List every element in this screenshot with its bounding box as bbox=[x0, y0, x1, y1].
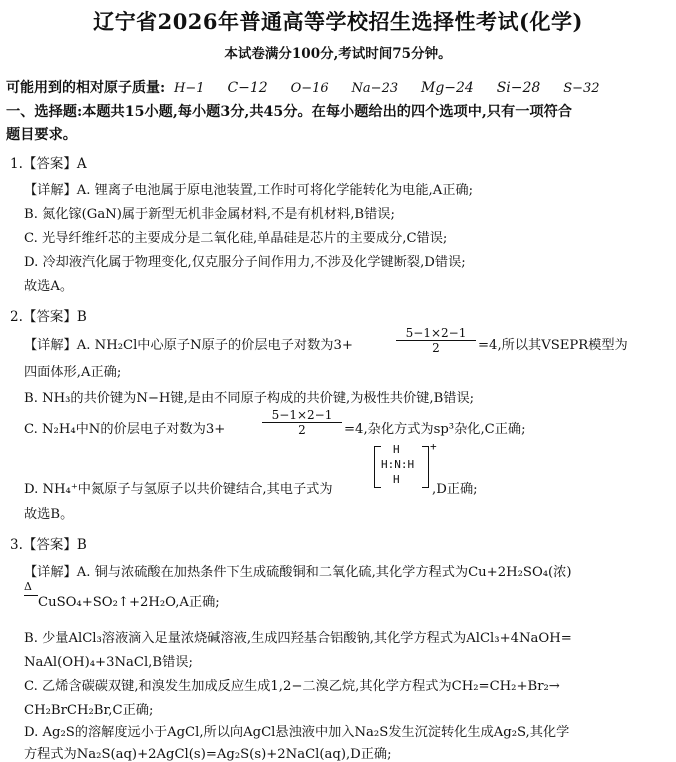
atomic-mass-item: H−1 bbox=[174, 81, 205, 96]
fraction-denominator: 2 bbox=[298, 423, 306, 437]
fraction-numerator: 5−1×2−1 bbox=[396, 326, 476, 341]
bracket-left bbox=[374, 446, 381, 488]
atomic-mass-item: Mg−24 bbox=[420, 80, 474, 96]
atomic-mass-item: S−32 bbox=[563, 81, 600, 96]
atomic-mass-item: O−16 bbox=[290, 81, 329, 96]
q3-explanation-line: CuSO₄+SO₂↑+2H₂O,A正确; bbox=[38, 595, 220, 610]
q3-explanation-line: CH₂BrCH₂Br,C正确; bbox=[24, 703, 154, 718]
q1-explanation-line: D. 冷却液汽化属于物理变化,仅克服分子间作用力,不涉及化学键断裂,D错误; bbox=[24, 255, 466, 270]
q2-explanation-line: 【详解】A. NH₂Cl中心原子N原子的价层电子对数为3+ bbox=[24, 338, 353, 353]
q1-answer: 1.【答案】A bbox=[10, 156, 87, 172]
atomic-mass-item: Na−23 bbox=[351, 81, 399, 96]
fraction-denominator: 2 bbox=[432, 341, 440, 355]
exam-info: 本试卷满分100分,考试时间75分钟。 bbox=[224, 46, 452, 62]
electron-dot-h-top: H bbox=[393, 443, 400, 456]
q2-explanation-line: 四面体形,A正确; bbox=[24, 365, 122, 380]
q2-explanation-line: ,D正确; bbox=[432, 482, 478, 497]
atomic-mass-label: 可能用到的相对原子质量: bbox=[6, 80, 166, 96]
atomic-mass-item: Si−28 bbox=[496, 80, 541, 96]
ion-charge: + bbox=[430, 440, 437, 453]
electron-dot-middle: H:N:H bbox=[381, 458, 415, 471]
delta-symbol: Δ bbox=[24, 580, 32, 593]
q3-answer: 3.【答案】B bbox=[10, 537, 87, 553]
section-heading-cont: 题目要求。 bbox=[6, 127, 77, 143]
electron-dot-h-bottom: H bbox=[393, 473, 400, 486]
q1-explanation-line: B. 氮化镓(GaN)属于新型无机非金属材料,不是有机材料,B错误; bbox=[24, 207, 395, 222]
q3-explanation-line: NaAl(OH)₄+3NaCl,B错误; bbox=[24, 655, 193, 670]
q3-explanation-line: C. 乙烯含碳碳双键,和溴发生加成反应生成1,2−二溴乙烷,其化学方程式为CH₂=CH₂+Br₂→ bbox=[24, 679, 560, 694]
q2-explanation-line: B. NH₃的共价键为N−H键,是由不同原子构成的共价键,为极性共价键,B错误; bbox=[24, 391, 475, 406]
q2-explanation-line: C. N₂H₄中N的价层电子对数为3+ bbox=[24, 422, 226, 437]
q2-fraction bbox=[396, 326, 476, 355]
q3-explanation-line: D. Ag₂S的溶解度远小于AgCl,所以向AgCl悬浊液中加入Na₂S发生沉淀转化生成Ag₂S,其化学 bbox=[24, 725, 570, 740]
atomic-mass-row bbox=[6, 77, 600, 97]
q1-conclusion: 故选A。 bbox=[24, 279, 74, 294]
q2-answer: 2.【答案】B bbox=[10, 309, 87, 325]
q3-explanation-line: B. 少量AlCl₃溶液滴入足量浓烧碱溶液,生成四羟基合铝酸钠,其化学方程式为AlCl₃+4NaOH= bbox=[24, 631, 572, 646]
q2-fraction bbox=[262, 408, 342, 437]
q1-explanation-line: 【详解】A. 锂离子电池属于原电池装置,工作时可将化学能转化为电能,A正确; bbox=[24, 183, 474, 198]
q1-explanation-line: C. 光导纤维纤芯的主要成分是二氧化硅,单晶硅是芯片的主要成分,C错误; bbox=[24, 231, 448, 246]
q2-explanation-line: =4,所以其VSEPR模型为 bbox=[478, 338, 628, 353]
bracket-right bbox=[422, 446, 429, 488]
q2-explanation-line: =4,杂化方式为sp³杂化,C正确; bbox=[344, 422, 526, 437]
fraction-numerator: 5−1×2−1 bbox=[262, 408, 342, 423]
page-title: 辽宁省2026年普通高等学校招生选择性考试(化学) bbox=[93, 9, 583, 34]
q3-explanation-line: 【详解】A. 铜与浓硫酸在加热条件下生成硫酸铜和二氧化硫,其化学方程式为Cu+2H₂SO₄(浓) bbox=[24, 565, 572, 580]
section-heading: 一、选择题:本题共15小题,每小题3分,共45分。在每小题给出的四个选项中,只有一项符合 bbox=[6, 104, 572, 120]
q3-explanation-line: 方程式为Na₂S(aq)+2AgCl(s)=Ag₂S(s)+2NaCl(aq),D正确; bbox=[24, 747, 392, 762]
delta-bar bbox=[24, 595, 38, 596]
q2-explanation-line: D. NH₄⁺中氮原子与氢原子以共价键结合,其电子式为 bbox=[24, 482, 333, 497]
atomic-mass-item: C−12 bbox=[227, 80, 268, 96]
q2-conclusion: 故选B。 bbox=[24, 507, 74, 522]
